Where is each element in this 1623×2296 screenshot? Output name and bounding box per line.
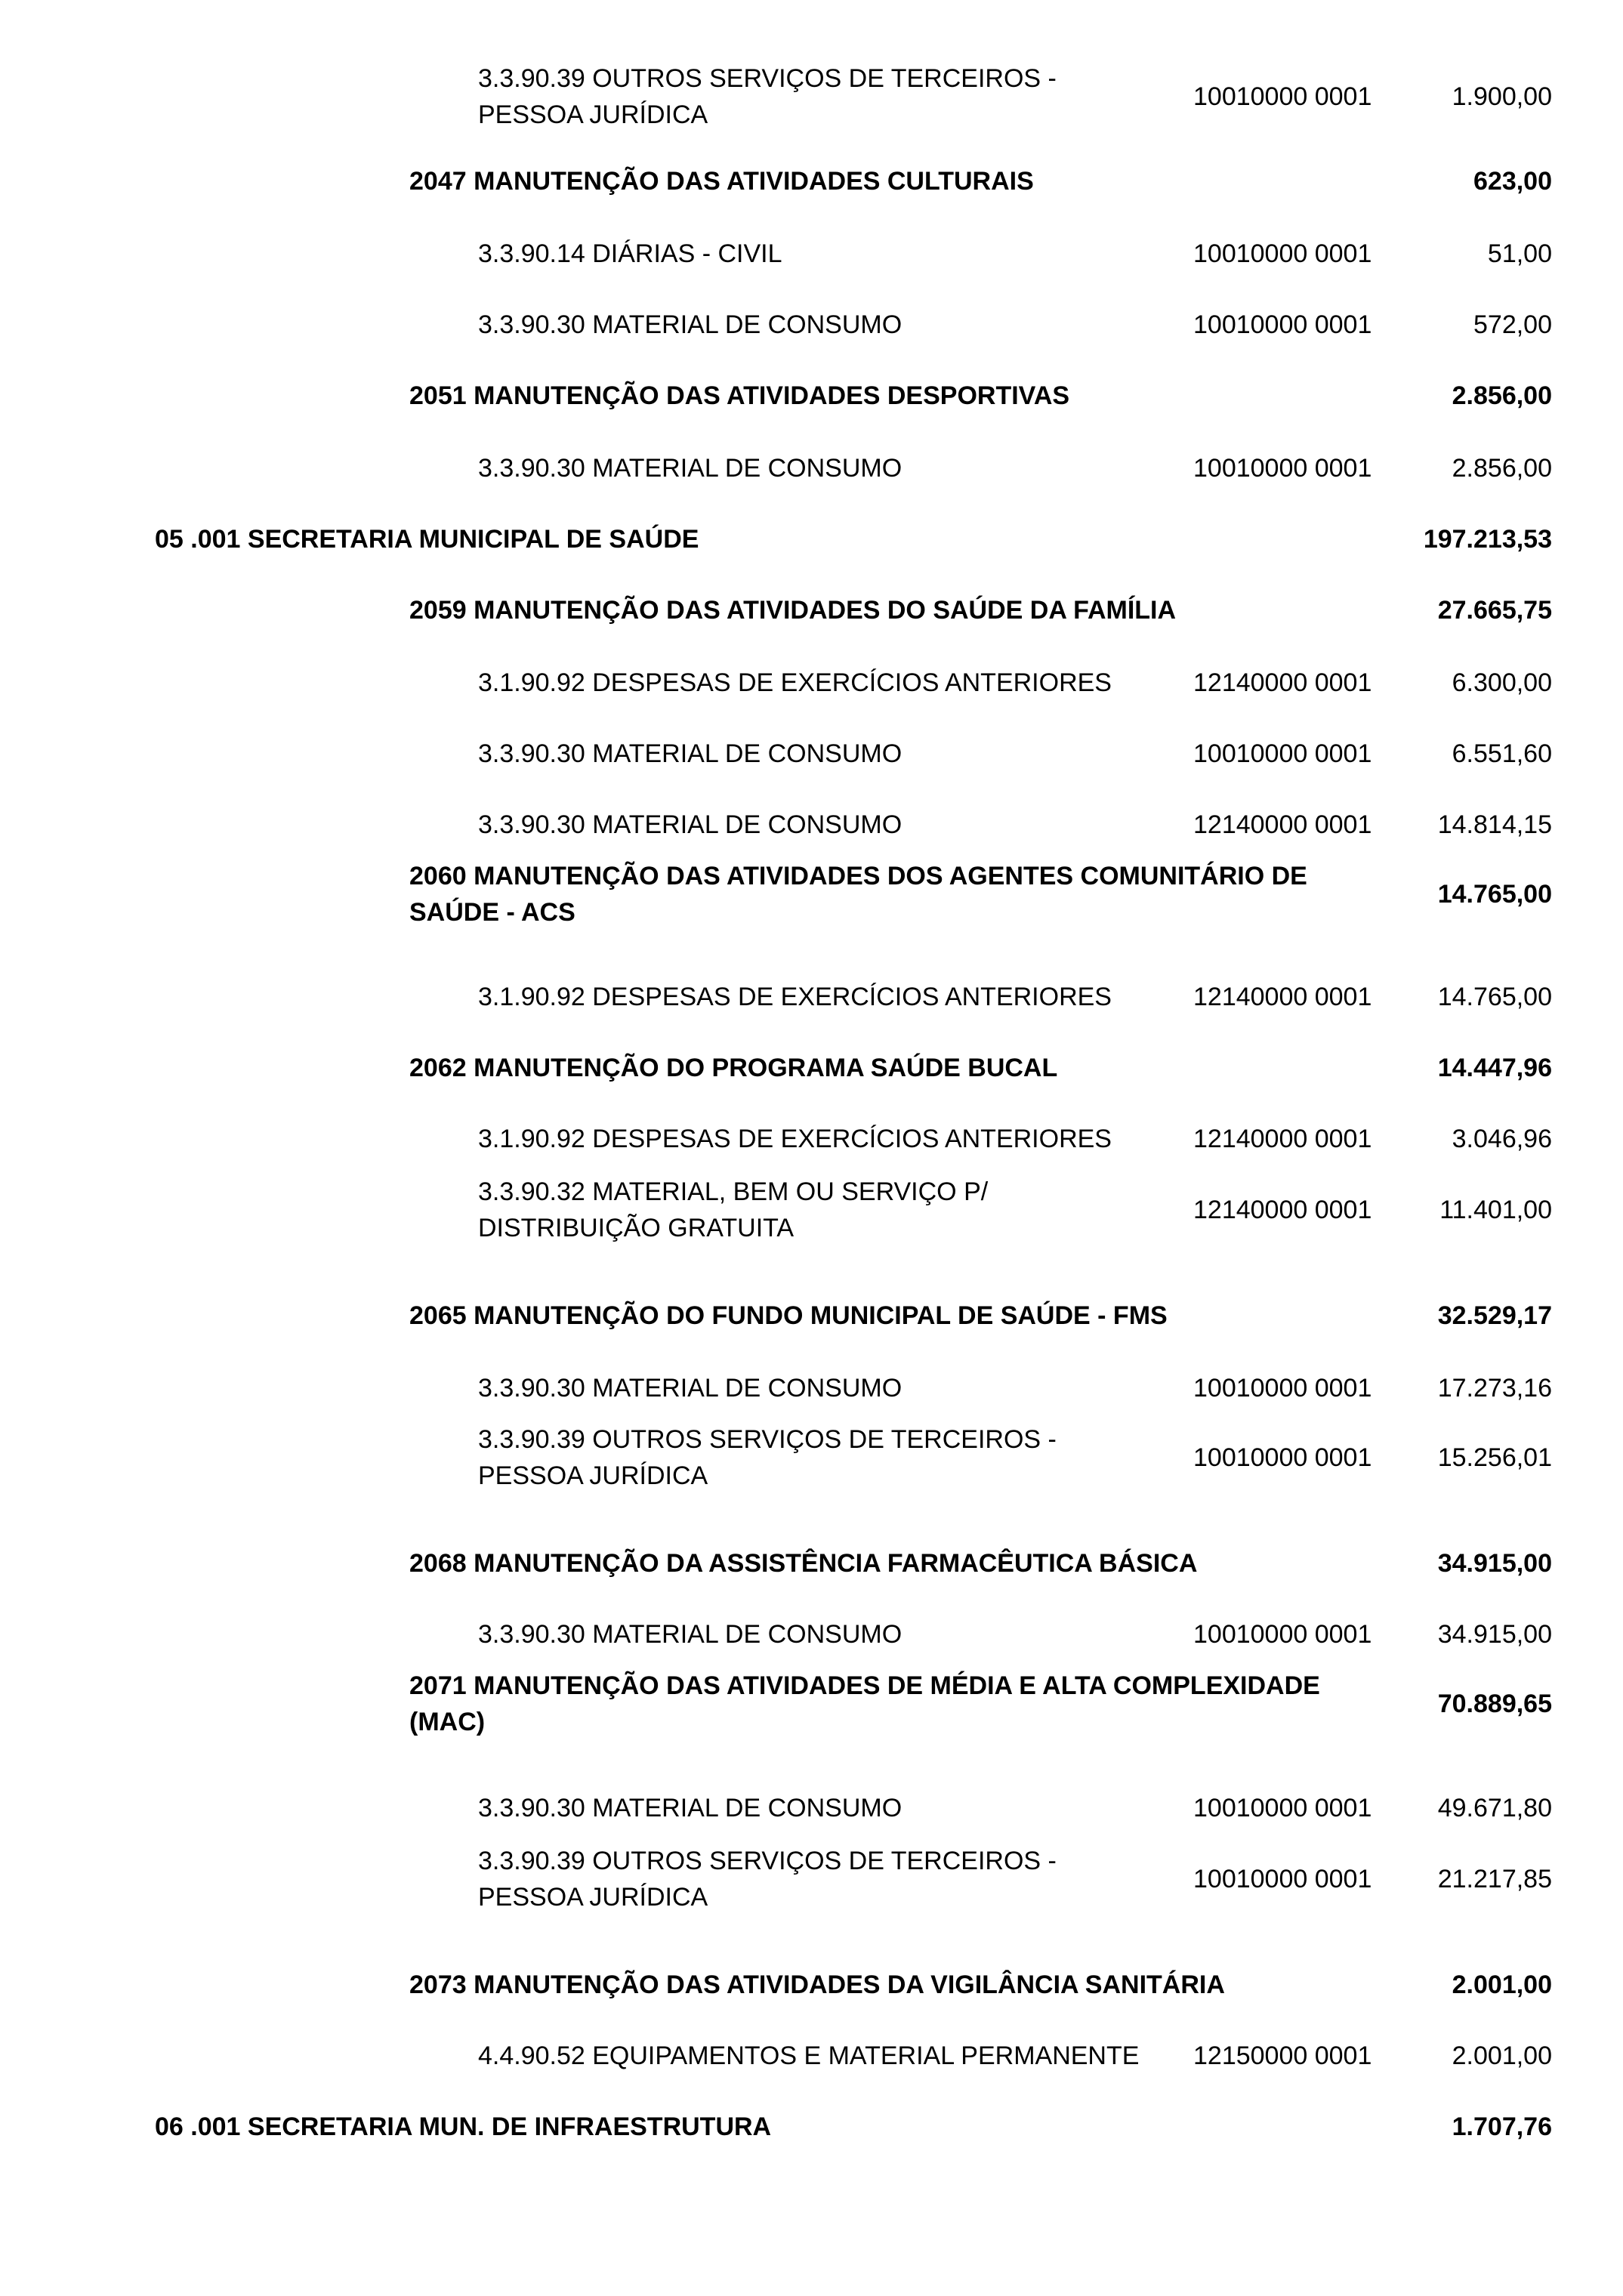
row-amount: 572,00 <box>1473 310 1552 339</box>
row-amount: 11.401,00 <box>1439 1196 1552 1224</box>
row-description: 3.3.90.39 OUTROS SERVIÇOS DE TERCEIROS - PESSOA JURÍDICA <box>478 1847 1057 1912</box>
row-description: 3.3.90.30 MATERIAL DE CONSUMO <box>478 1794 903 1822</box>
row-amount: 51,00 <box>1487 239 1552 268</box>
row-amount: 21.217,85 <box>1437 1865 1552 1893</box>
row-amount: 3.046,96 <box>1452 1125 1552 1153</box>
row-description: 3.3.90.30 MATERIAL DE CONSUMO <box>478 810 903 839</box>
row-amount: 6.300,00 <box>1452 668 1552 697</box>
row-description: 3.1.90.92 DESPESAS DE EXERCÍCIOS ANTERIORES <box>478 668 1112 697</box>
row-description: 2059 MANUTENÇÃO DAS ATIVIDADES DO SAÚDE DA FAMÍLIA <box>409 596 1177 625</box>
row-amount: 1.707,76 <box>1452 2112 1552 2141</box>
row-amount: 1.900,00 <box>1452 82 1552 111</box>
row-description: 06 .001 SECRETARIA MUN. DE INFRAESTRUTURA <box>155 2112 772 2141</box>
row-resource-code: 12140000 0001 <box>1193 668 1372 697</box>
row-description: 3.3.90.39 OUTROS SERVIÇOS DE TERCEIROS - PESSOA JURÍDICA <box>478 1425 1057 1490</box>
row-resource-code: 10010000 0001 <box>1193 1443 1372 1472</box>
row-description: 3.1.90.92 DESPESAS DE EXERCÍCIOS ANTERIORES <box>478 1125 1112 1153</box>
row-amount: 15.256,01 <box>1437 1443 1552 1472</box>
row-resource-code: 10010000 0001 <box>1193 82 1372 111</box>
row-amount: 6.551,60 <box>1452 739 1552 768</box>
row-amount: 2.001,00 <box>1452 2041 1552 2070</box>
row-description: 2065 MANUTENÇÃO DO FUNDO MUNICIPAL DE SAÚDE - FMS <box>409 1301 1168 1330</box>
row-amount: 2.001,00 <box>1452 1970 1552 1999</box>
row-amount: 34.915,00 <box>1437 1620 1552 1649</box>
row-resource-code: 10010000 0001 <box>1193 1794 1372 1822</box>
row-amount: 34.915,00 <box>1437 1549 1552 1578</box>
row-description: 2051 MANUTENÇÃO DAS ATIVIDADES DESPORTIVAS <box>409 381 1070 410</box>
row-description: 3.3.90.32 MATERIAL, BEM OU SERVIÇO P/ DISTRIBUIÇÃO GRATUITA <box>478 1177 989 1242</box>
row-description: 3.3.90.30 MATERIAL DE CONSUMO <box>478 310 903 339</box>
row-description: 05 .001 SECRETARIA MUNICIPAL DE SAÚDE <box>155 525 699 554</box>
row-amount: 49.671,80 <box>1437 1794 1552 1822</box>
row-resource-code: 12140000 0001 <box>1193 810 1372 839</box>
row-resource-code: 10010000 0001 <box>1193 739 1372 768</box>
row-description: 2062 MANUTENÇÃO DO PROGRAMA SAÚDE BUCAL <box>409 1054 1058 1082</box>
row-resource-code: 10010000 0001 <box>1193 1865 1372 1893</box>
row-description: 2047 MANUTENÇÃO DAS ATIVIDADES CULTURAIS <box>409 167 1034 196</box>
row-amount: 14.765,00 <box>1437 880 1552 909</box>
row-description: 4.4.90.52 EQUIPAMENTOS E MATERIAL PERMANENTE <box>478 2041 1140 2070</box>
row-resource-code: 10010000 0001 <box>1193 239 1372 268</box>
row-amount: 32.529,17 <box>1437 1301 1552 1330</box>
row-description: 3.3.90.30 MATERIAL DE CONSUMO <box>478 1374 903 1403</box>
row-description: 2060 MANUTENÇÃO DAS ATIVIDADES DOS AGENTES COMUNITÁRIO DE SAÚDE - ACS <box>409 862 1307 927</box>
row-description: 3.3.90.30 MATERIAL DE CONSUMO <box>478 739 903 768</box>
row-resource-code: 12140000 0001 <box>1193 1125 1372 1153</box>
row-amount: 70.889,65 <box>1437 1690 1552 1718</box>
row-resource-code: 10010000 0001 <box>1193 310 1372 339</box>
row-amount: 17.273,16 <box>1437 1374 1552 1403</box>
row-amount: 623,00 <box>1473 167 1552 196</box>
row-description: 2071 MANUTENÇÃO DAS ATIVIDADES DE MÉDIA E ALTA COMPLEXIDADE (MAC) <box>409 1671 1320 1736</box>
row-amount: 14.447,96 <box>1437 1054 1552 1082</box>
row-description: 3.3.90.30 MATERIAL DE CONSUMO <box>478 454 903 483</box>
row-amount: 2.856,00 <box>1452 454 1552 483</box>
row-amount: 27.665,75 <box>1437 596 1552 625</box>
row-resource-code: 10010000 0001 <box>1193 454 1372 483</box>
row-description: 3.3.90.14 DIÁRIAS - CIVIL <box>478 239 782 268</box>
row-amount: 14.814,15 <box>1437 810 1552 839</box>
row-resource-code: 10010000 0001 <box>1193 1620 1372 1649</box>
row-resource-code: 10010000 0001 <box>1193 1374 1372 1403</box>
row-resource-code: 12140000 0001 <box>1193 1196 1372 1224</box>
row-description: 3.3.90.39 OUTROS SERVIÇOS DE TERCEIROS - PESSOA JURÍDICA <box>478 64 1057 129</box>
row-resource-code: 12150000 0001 <box>1193 2041 1372 2070</box>
row-amount: 14.765,00 <box>1437 983 1552 1011</box>
row-description: 2068 MANUTENÇÃO DA ASSISTÊNCIA FARMACÊUTICA BÁSICA <box>409 1549 1198 1578</box>
row-resource-code: 12140000 0001 <box>1193 983 1372 1011</box>
row-amount: 2.856,00 <box>1452 381 1552 410</box>
row-description: 3.3.90.30 MATERIAL DE CONSUMO <box>478 1620 903 1649</box>
row-amount: 197.213,53 <box>1423 525 1552 554</box>
row-description: 2073 MANUTENÇÃO DAS ATIVIDADES DA VIGILÂNCIA SANITÁRIA <box>409 1970 1225 1999</box>
row-description: 3.1.90.92 DESPESAS DE EXERCÍCIOS ANTERIORES <box>478 983 1112 1011</box>
